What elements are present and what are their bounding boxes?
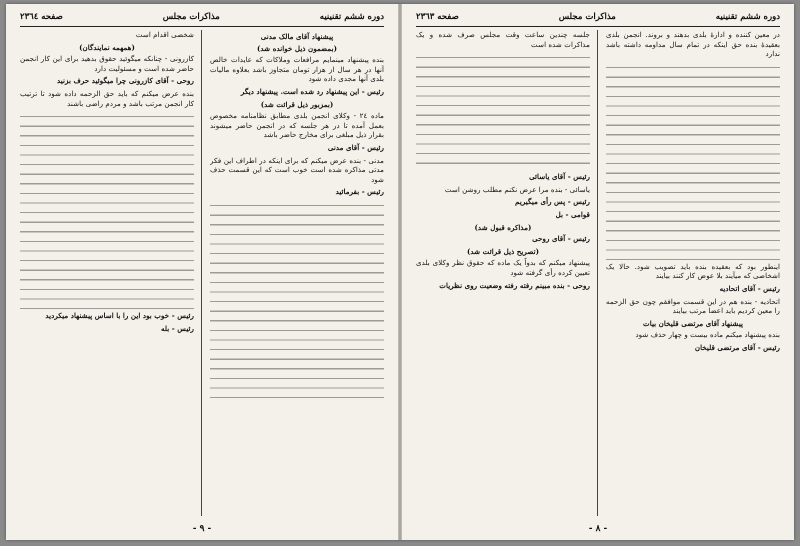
right-page	[402, 4, 794, 540]
speaker-line: رئیس - پس رأی میگیریم	[515, 197, 590, 207]
paragraph: در معین کننده و ادارهٔ بلدی بدهند و بروند. انجمن بلدی بعقیدهٔ بنده حق اینکه در تمام سال مداومه داشته باشد ندارد	[606, 30, 780, 59]
left-header-rule	[20, 26, 384, 27]
left-page-header	[20, 10, 384, 24]
paragraph: پیشنهاد میکنم که بدواً یک ماده که حقوق نظر وکلای بلدی تعیین کرده رأی گرفته شود	[416, 258, 590, 277]
speaker-line: رئیس - بفرمائید	[335, 187, 384, 197]
text-continuation	[416, 52, 590, 172]
paragraph: بنده پیشنهاد میکنم ماده بیست و چهار حذف شود	[635, 330, 780, 340]
speaker-line: رئیس - آقای مرتضی قلیخان	[694, 342, 780, 352]
speaker-line: رئیس - آقای اتحادیه	[719, 283, 780, 293]
column-divider	[201, 30, 202, 516]
section-subtitle: (بمزبور ذیل قرائت شد)	[260, 99, 334, 109]
left-page-right-column	[210, 30, 384, 516]
text-continuation	[20, 111, 194, 311]
section-subtitle: (مذاکره قبول شد)	[474, 222, 532, 232]
left-page	[6, 4, 398, 540]
text-continuation	[210, 200, 384, 400]
paragraph: بنده عرض میکنم که باید حق الزحمه داده شود تا ترتیب کار انجمن مرتب باشد و مردم راضی باشند	[20, 88, 194, 108]
left-page-footer-number: - ۹ -	[192, 524, 212, 534]
section-title: پیشنهاد آقای مرتضی قلیخان بیات	[643, 318, 743, 328]
left-page-session: دوره ششم تقنینیه	[319, 12, 384, 22]
speaker-line: روحی - آقای کازرونی چرا میگوئید حرف بزنید	[57, 76, 194, 86]
book-spread	[6, 4, 794, 540]
text-continuation	[606, 62, 780, 262]
column-divider	[597, 30, 598, 516]
paragraph: یاسائی - بنده مرا عرض نکنم مطلب روشن است	[444, 184, 590, 194]
right-header-rule	[416, 26, 780, 27]
right-page-footer-number: - ۸ -	[588, 524, 608, 534]
paragraph: کازرونی - چنانکه میگوئید حقوق بدهید برای این کار انجمن حاضر شده است و مسئولیت دارد	[20, 54, 194, 73]
speaker-line: رئیس - خوب بود این را با اساس پیشنهاد میکردید	[45, 311, 194, 321]
paragraph: مدنی - بنده عرض میکنم که برای اینکه در اطراف این فکر مدتی مذاکره شده است خوب است که این قسمت حذف شود	[210, 155, 384, 184]
section-subtitle: (تصریح ذیل قرائت شد)	[466, 246, 540, 256]
speaker-line: روحی - بنده مبینم رفته رفته وضعیت روی نظریات	[439, 280, 590, 290]
right-page-title: مذاکرات مجلس	[558, 12, 616, 22]
paragraph: بنده پیشنهاد مینمایم مرافعات وملاکات که عایدات خالص آنها در هر سال از هزار تومان متجاوز باشد بعلاوه مالیات بلدی آنها مجدی داده شود	[210, 55, 384, 84]
right-page-number-label: صفحه ۲۳٦۳	[416, 12, 459, 22]
paragraph: اتحادیه - بنده هم در این قسمت موافقم چون حق الزحمه را معین کردیم باید اعضا مرتب بیایند	[606, 296, 780, 316]
speaker-line: قوامی - بل	[555, 209, 590, 219]
left-page-left-column	[20, 30, 194, 516]
speaker-line: رئیس - آقای یاسائی	[529, 172, 590, 182]
left-page-number-label: صفحه ۲۳٦٤	[20, 12, 63, 22]
paragraph: شخصی اقدام است	[135, 30, 194, 39]
section-subtitle: (همهمه نمایندگان)	[79, 42, 135, 52]
right-page-header	[416, 10, 780, 24]
section-subtitle: (بمضمون ذیل خوانده شد)	[257, 43, 337, 53]
speaker-line: رئیس - آقای مدنی	[327, 142, 384, 152]
paragraph: اینطور بود که بعقیده بنده باید تصویب شود. حالا یک اشخاصی که میآیند بلا عوض کار کنند بیایند	[606, 261, 780, 281]
left-page-title: مذاکرات مجلس	[162, 12, 220, 22]
paragraph: ماده ۲٤ - وکلای انجمن بلدی مطابق نظامنامه مخصوص بعمل آمده تا در هر جلسه که در انجمن حاضر میشوند بقرار ذیل مبلغی برای مخارج حاضر باشد	[210, 111, 384, 140]
speaker-line: رئیس - بله	[160, 323, 194, 333]
section-title: پیشنهاد آقای مالک مدنی	[260, 32, 334, 41]
right-page-session: دوره ششم تقنینیه	[715, 12, 780, 22]
speaker-line: رئیس - آقای روحی	[532, 234, 590, 244]
speaker-line: رئیس - این پیشنهاد رد شده است. پیشنهاد دیگر	[240, 86, 384, 96]
right-page-right-column	[606, 30, 780, 516]
right-page-left-column	[416, 30, 590, 516]
paragraph: جلسه چندین ساعت وقت مجلس صرف شده و یک مذاکرات شده است	[416, 30, 590, 49]
